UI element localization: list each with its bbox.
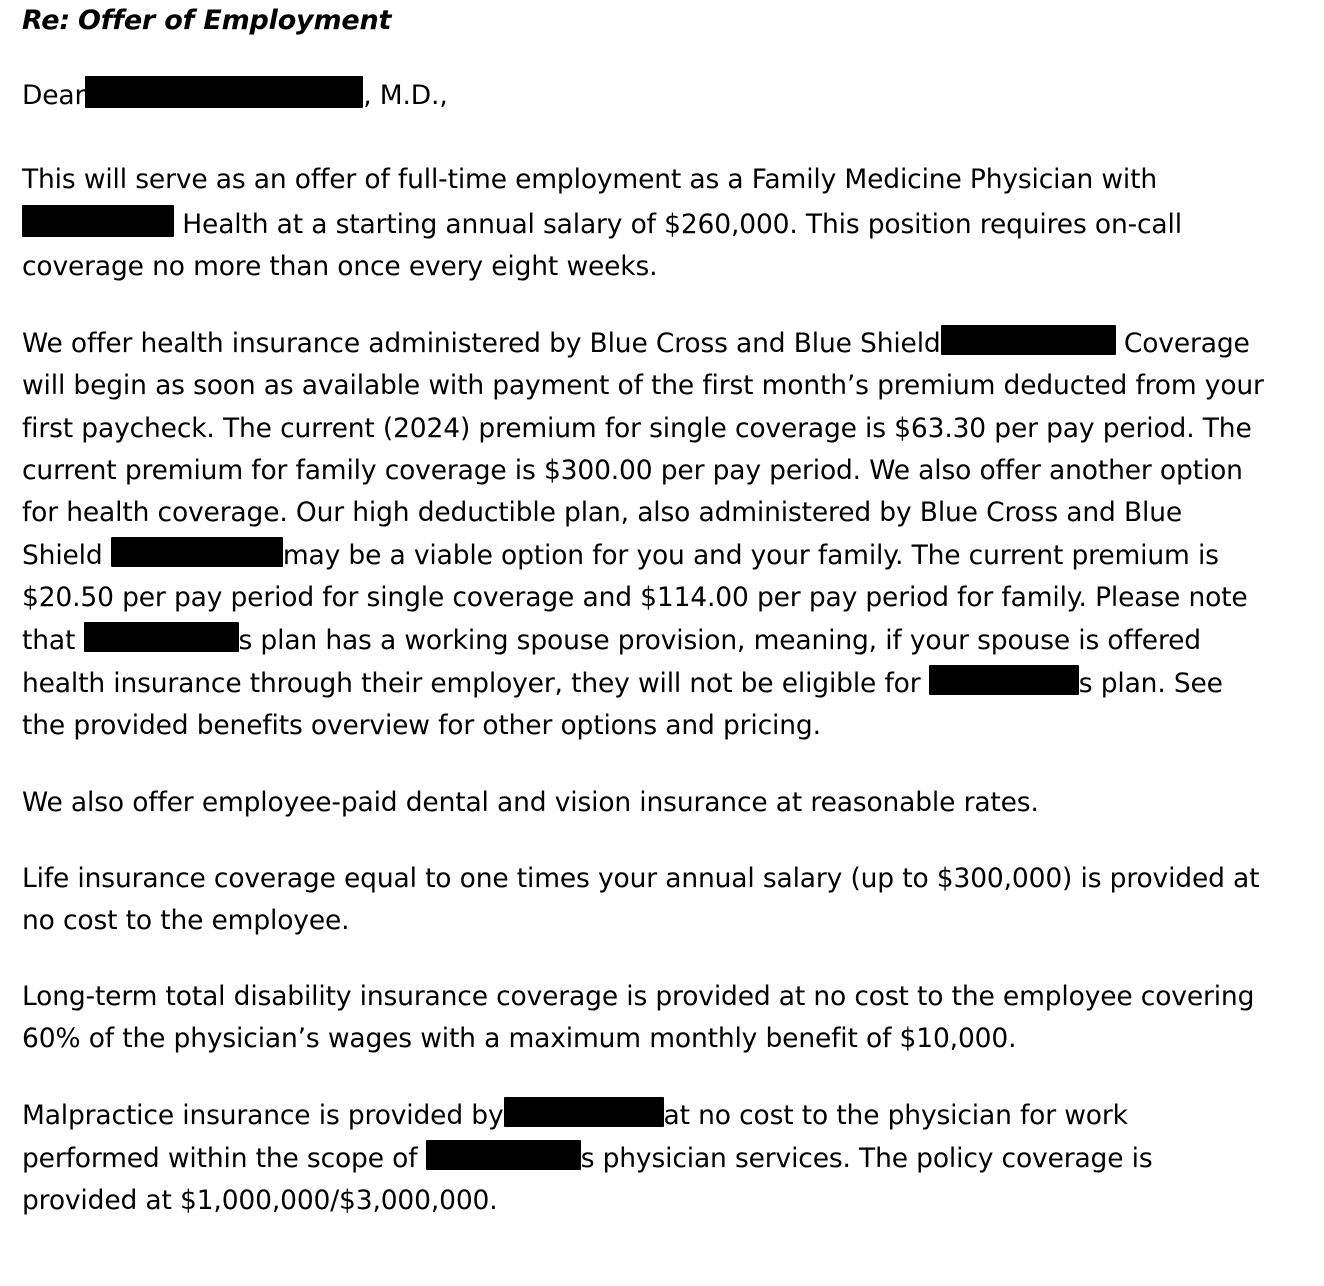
salutation-suffix: , M.D., [363, 79, 448, 111]
paragraph-disability-insurance: Long-term total disability insurance coverage is provided at no cost to the employee covering 60% of the physician’s wages with a maximum monthly benefit of $10,000. [22, 980, 1255, 1054]
salutation [22, 72, 1264, 117]
subject-label: Re: [22, 5, 70, 36]
redaction-malpractice-org [426, 1140, 581, 1170]
health-text-part2: Coverage will begin as soon as available with payment of the first month’s premium deducted from your first paycheck. The current (2024) premium for single coverage is $63.30 per pay period. The current premium for family coverage is $300.00 per pay period. We also offer another option for health coverage. Our high deductible plan, also administered by Blue Cross and Blue Shield [22, 328, 1264, 571]
paragraph-dental-vision: We also offer employee-paid dental and vision insurance at reasonable rates. [22, 786, 1039, 818]
offer-text-part2: Health at a starting annual salary of $260,000. This position requires on-call coverage no more than once every eight weeks. [22, 209, 1182, 283]
redaction-employer-plan-1 [84, 622, 239, 652]
redaction-organization-name [22, 205, 174, 237]
health-text-part1: We offer health insurance administered by Blue Cross and Blue Shield [22, 328, 941, 360]
malpractice-text-part1: Malpractice insurance is provided by [22, 1100, 504, 1132]
redaction-bcbs-plan-2 [111, 537, 283, 567]
redaction-malpractice-carrier [504, 1097, 664, 1127]
paragraph-life-insurance: Life insurance coverage equal to one times your annual salary (up to $300,000) is provided at no cost to the employee. [22, 862, 1260, 936]
salutation-prefix: Dear [22, 79, 86, 111]
redaction-employer-plan-2 [929, 665, 1079, 695]
health-text-part4: s plan has a working spouse provision, meaning, if your spouse is offered health insurance through their employer, they will not be eligible for [22, 625, 1201, 700]
subject-line [22, 4, 1264, 38]
redaction-recipient-name [85, 76, 363, 108]
health-text-part5: s plan. See the provided benefits overview for other options and pricing. [22, 668, 1223, 742]
offer-text-part1: This will serve as an offer of full-time employment as a Family Medicine Physician with [22, 163, 1158, 195]
paragraph-offer [22, 159, 1264, 288]
subject-text: Offer of Employment [77, 5, 392, 36]
paragraph-malpractice-insurance [22, 1094, 1264, 1222]
health-text-part3: may be a viable option for you and your family. The current premium is $20.50 per pay period for single coverage and $114.00 per pay period for family. Please note that [22, 539, 1248, 657]
redaction-bcbs-plan-1 [941, 325, 1116, 355]
malpractice-text-part3: s physician services. The policy coverage is provided at $1,000,000/$3,000,000. [22, 1143, 1153, 1217]
paragraph-health-insurance [22, 322, 1264, 747]
malpractice-text-part2: at no cost to the physician for work performed within the scope of [22, 1100, 1128, 1175]
